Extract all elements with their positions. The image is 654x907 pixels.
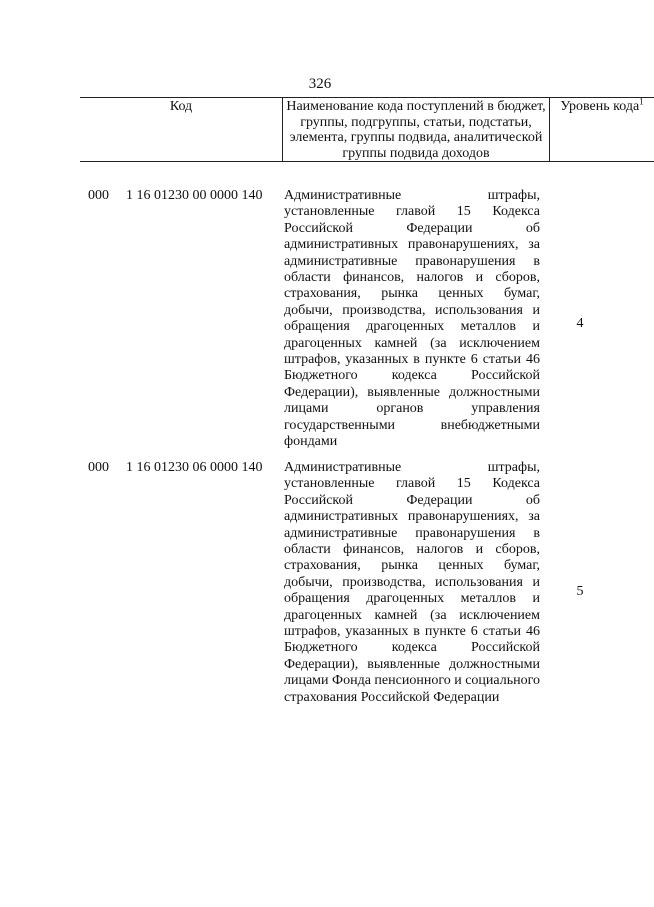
header-level-footnote: 1 <box>639 96 644 107</box>
header-code-label: Код <box>169 99 193 114</box>
income-description: Административные штрафы, установленные главой 15 Кодекса Российской Федерации об административных правонарушениях, за административные правонарушения в области финансов, налогов и сборов, страхования, рынка ценных бумаг, добычи, производства, использования и обращения драгоценных металлов и драгоценных камней (за исключением штрафов, указанных в пункте 6 статьи 46 Бюджетного кодекса Российской Федерации), выявленные должностными лицами органов управления государственными внебюджетными фондами <box>284 188 540 450</box>
table-header <box>80 97 654 162</box>
admin-code: 000 <box>88 460 109 475</box>
header-name-label: Наименование кода поступлений в бюджет, группы, подгруппы, статьи, подстатьи, элемента, группы подвида, аналитической группы подвида доходов <box>286 99 546 161</box>
header-level <box>550 98 654 162</box>
budget-code: 1 16 01230 00 0000 140 <box>126 188 263 203</box>
code-level: 5 <box>576 584 584 599</box>
admin-code: 000 <box>88 188 109 203</box>
page-number: 326 <box>308 76 332 92</box>
income-description: Административные штрафы, установленные главой 15 Кодекса Российской Федерации об административных правонарушениях, за административные правонарушения в области финансов, налогов и сборов, страхования, рынка ценных бумаг, добычи, производства, использования и обращения драгоценных металлов и драгоценных камней (за исключением штрафов, указанных в пункте 6 статьи 46 Бюджетного кодекса Российской Федерации), выявленные должностными лицами Фонда пенсионного и социального страхования Российской Федерации <box>284 460 540 705</box>
header-code <box>80 98 283 162</box>
header-name <box>283 98 550 162</box>
code-level: 4 <box>576 316 584 331</box>
header-level-label: Уровень кода <box>560 99 640 114</box>
budget-code: 1 16 01230 06 0000 140 <box>126 460 263 475</box>
